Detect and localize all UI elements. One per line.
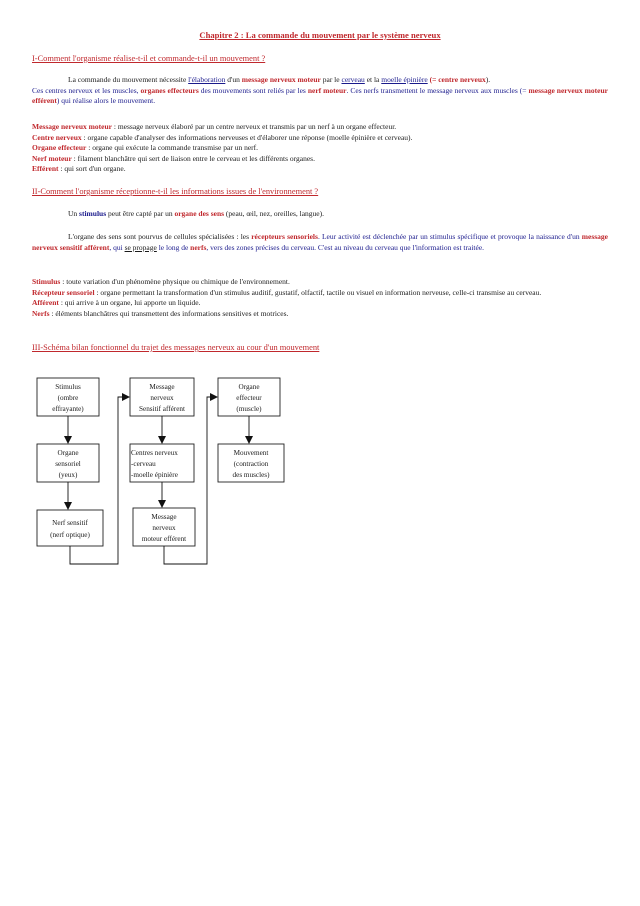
message-afferent-label: Sensitif afférent [139,405,185,413]
p1-text: Ces centres nerveux et les muscles, [32,85,141,95]
p2-text: (peau, œil, nez, oreilles, langue). [224,209,325,218]
stimulus-label: effrayante) [52,405,84,413]
mouvement-label: Mouvement [233,449,269,457]
p1-text: ). [485,75,491,84]
p1-cerveau: cerveau [341,75,365,84]
nerf-sensitif-label: (nerf optique) [50,531,90,539]
definition-term: Nerfs [32,308,50,318]
definition-text: : message nerveux élaboré par un centre nerveux et transmis par un nerf à un organe effecteur. [111,122,397,131]
definition-text: : organe qui exécute la commande transmise par un nerf. [86,143,259,153]
organe-sensoriel-label: (yeux) [58,471,78,479]
definition-term: Centre nerveux [32,132,82,142]
p1-centre-nerveux: (= centre nerveux [427,75,486,84]
p3-text: L'organe des sens sont pourvus de cellules spécialisées : les [68,232,252,241]
p2-text: peut être capté par un [106,209,175,218]
stimulus-label: (ombre [57,394,79,402]
organe-effecteur-box [218,378,280,416]
definition-text: : toute variation d'un phénomène physique ou chimique de l'environnement. [60,277,290,286]
definition-term: Efférent [32,164,59,174]
p3-message-afferent: message nerveux sensitif afférent [32,232,608,252]
centres-nerveux-label: -moelle épinière [131,471,178,479]
p1-text: La commande du mouvement nécessite [68,75,189,84]
p1-elaboration: l'élaboration [188,75,226,84]
message-efferent-label: Message [151,513,177,521]
mouvement-label: des muscles) [232,471,270,479]
organe-effecteur-label: (muscle) [236,405,262,413]
organe-effecteur-label: Organe [238,383,260,391]
centres-nerveux-box [130,444,194,482]
p3-text: le long de [156,242,191,252]
page-title: Chapitre 2 : La commande du mouvement par le système nerveux [199,30,441,40]
p1-text: par le [320,75,342,84]
section-2-heading: II-Comment l'organisme réceptionne-t-il les informations issues de l'environnement ? [32,187,319,196]
p1-moelle: moelle épinière [381,75,428,84]
organe-effecteur-label: effecteur [236,394,262,402]
message-efferent-label: moteur efférent [141,535,187,543]
p1-text: d'un [225,75,242,84]
p3-nerfs: nerfs [190,242,207,252]
p1-text: des mouvements sont reliés par les [198,85,308,95]
stimulus-label: Stimulus [55,383,81,391]
section-3-heading: III-Schéma bilan fonctionnel du trajet des messages nerveux au cour d'un mouvement [32,343,320,352]
p2-organe-sens: organe des sens [174,209,225,218]
message-afferent-box [130,378,194,416]
p3-se-propage: se propage [124,242,157,252]
message-efferent-box [133,508,195,546]
definition-term: Afférent [32,298,59,308]
nerf-sensitif-box [37,510,103,546]
definition-term: Stimulus [32,277,61,286]
p1-nerf-moteur: nerf moteur [307,85,347,95]
definition-text: : qui sort d'un organe. [58,164,126,174]
p2-text: Un [68,209,80,218]
nerf-sensitif-label: Nerf sensitif [52,519,88,527]
definition-text: : qui arrive à un organe, lui apporte un liquide. [58,298,201,308]
definition-text: : organe capable d'analyser des informations nerveuses et d'élaborer une réponse (moelle épinière et cerveau). [81,132,413,142]
p3-text: , qui [109,242,125,252]
definition-term: Nerf moteur [32,153,72,163]
centres-nerveux-label: -cerveau [131,460,156,468]
p1-text: et la [364,75,382,84]
p3-recepteurs: récepteurs sensoriels [251,232,318,241]
p1-organes-effecteurs: organes effecteurs [140,85,199,95]
organe-sensoriel-label: sensoriel [55,460,81,468]
definition-text: : éléments blanchâtres qui transmettent des informations sensitives et motrices. [49,308,289,318]
p1-text: . Ces nerfs transmettent le message nerveux aux muscles (= [346,85,529,95]
mouvement-label: (contraction [233,460,269,468]
centres-nerveux-label: Centres nerveux [131,449,178,457]
definition-term: Récepteur sensoriel [32,287,95,297]
message-afferent-label: nerveux [150,394,174,402]
message-afferent-label: Message [149,383,175,391]
stimulus-box [37,378,99,416]
definition-term: Message nerveux moteur [32,122,112,131]
definition-term: Organe effecteur [32,143,87,153]
mouvement-box [218,444,284,482]
organe-sensoriel-label: Organe [57,449,79,457]
definition-text: : organe permettant la transformation d'un stimulus auditif, gustatif, olfactif, tactile ou visuel en information nerveuse, celle-ci transmise au cerveau. [94,287,542,297]
message-efferent-label: nerveux [152,524,176,532]
p1-message-moteur: message nerveux moteur [241,75,321,84]
p3-text: , vers des zones précises du cerveau. C'est au niveau du cerveau que l'information est traitée. [206,242,485,252]
p1-text: ) qui réalise alors le mouvement. [56,96,156,106]
organe-sensoriel-box [37,444,99,482]
p2-stimulus: stimulus [79,209,107,218]
section-1-heading: I-Comment l'organisme réalise-t-il et commande-t-il un mouvement ? [32,54,266,63]
definition-text: : filament blanchâtre qui sert de liaison entre le cerveau et les différents organes. [71,153,315,163]
p3-text: . Leur activité est déclenchée par un stimulus spécifique et provoque la naissance d'un [317,232,582,241]
p1-message-efferent: message nerveux moteur efférent [32,85,608,106]
